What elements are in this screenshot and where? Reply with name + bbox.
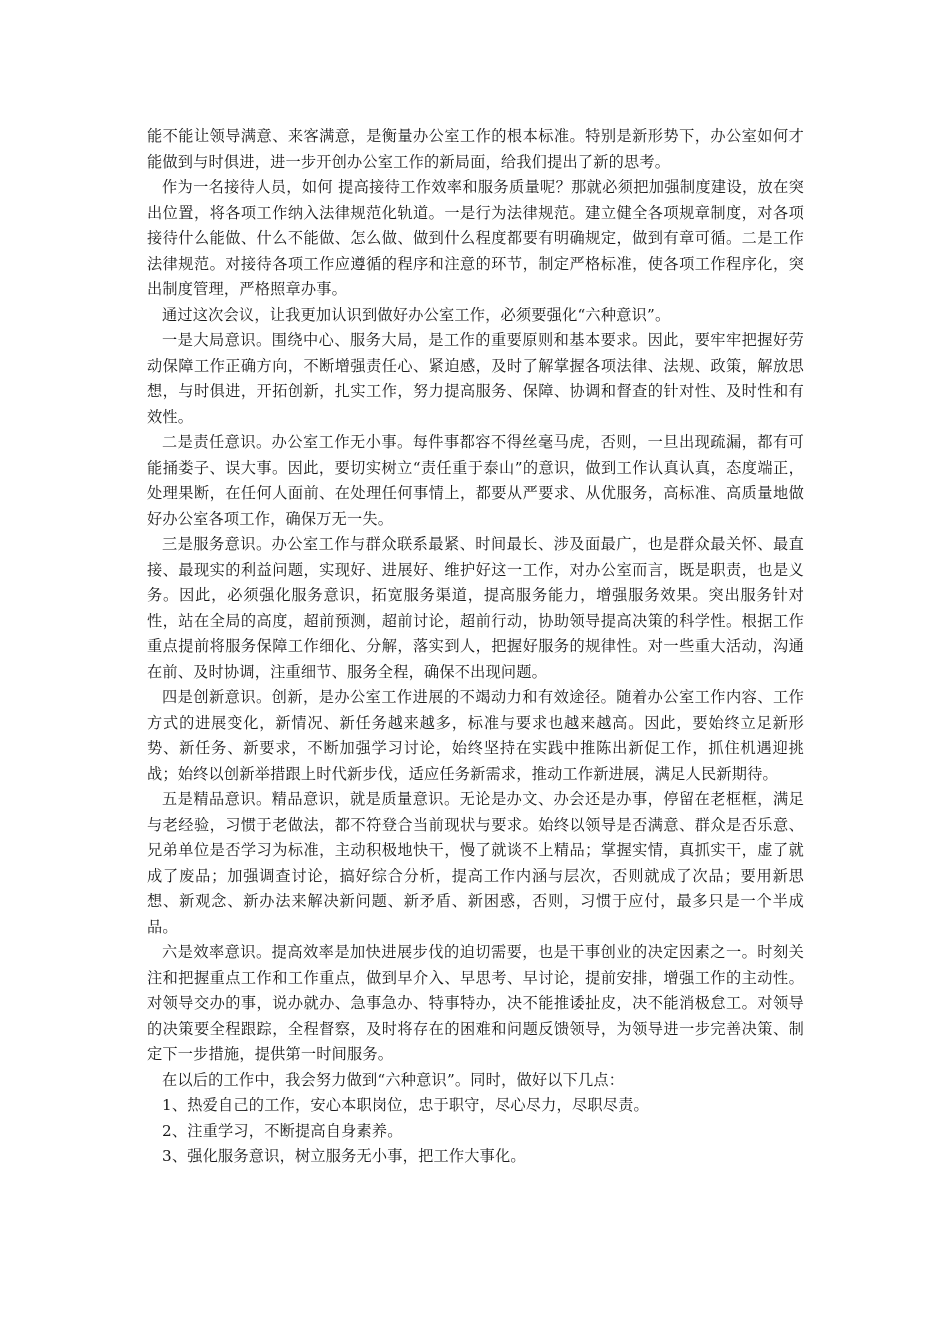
paragraph-overall-awareness: 一是大局意识。围绕中心、服务大局，是工作的重要原则和基本要求。因此，要牢牢把握好劳动保障工作正确方向，不断增强责任心、紧迫感，及时了解掌握各项法律、法规、政策，解放思想，与时俱进，开拓创新，扎实工作，努力提高服务、保障、协调和督查的针对性、及时性和有效性。 [147,331,804,426]
paragraph-efficiency-awareness: 六是效率意识。提高效率是加快进展步伐的迫切需要，也是干事创业的决定因素之一。时刻关注和把握重点工作和工作重点，做到早介入、早思考、早讨论，提前安排，增强工作的主动性。对领导交办的事，说办就办、急事急办、特事特办，决不能推诿扯皮，决不能消极怠工。对领导的决策要全程跟踪，全程督察，及时将存在的困难和问题反馈领导，为领导进一步完善决策、制定下一步措施，提供第一时间服务。 [147,943,804,1063]
document-body [147,124,804,1170]
paragraph-responsibility-awareness: 二是责任意识。办公室工作无小事。每件事都容不得丝毫马虎，否则，一旦出现疏漏，都有可能捅娄子、误大事。因此，要切实树立“责任重于泰山”的意识，做到工作认真认真，态度端正，处理果断，在任何人面前、在处理任何事情上，都要从严要求、从优服务，高标准、高质量地做好办公室各项工作，确保万无一失。 [147,433,804,528]
list-item-3: 3、强化服务意识，树立服务无小事，把工作大事化。 [162,1147,526,1165]
list-item-1: 1、热爱自己的工作，安心本职岗位，忠于职守，尽心尽力，尽职尽责。 [162,1096,649,1114]
paragraph-intro: 能不能让领导满意、来客满意，是衡量办公室工作的根本标准。特别是新形势下，办公室如何才能做到与时俱进，进一步开创办公室工作的新局面，给我们提出了新的思考。 [147,127,804,171]
paragraph-six-awareness: 通过这次会议，让我更加认识到做好办公室工作，必须要强化“六种意识”。 [162,305,671,324]
list-item-2: 2、注重学习，不断提高自身素养。 [162,1121,403,1140]
paragraph-service-awareness: 三是服务意识。办公室工作与群众联系最紧、时间最长、涉及面最广，也是群众最关怀、最直接、最现实的利益问题，实现好、进展好、维护好这一工作，对办公室而言，既是职责，也是义务。因此，必须强化服务意识，拓宽服务渠道，提高服务能力，增强服务效果。突出服务针对性，站在全局的高度，超前预测，超前讨论，超前行动，协助领导提高决策的科学性。根据工作重点提前将服务保障工作细化、分解，落实到人，把握好服务的规律性。对一些重大活动，沟通在前、及时协调，注重细节、服务全程，确保不出现问题。 [147,535,804,681]
paragraph-future-work: 在以后的工作中，我会努力做到“六种意识”。同时，做好以下几点： [162,1070,625,1089]
paragraph-reception: 作为一名接待人员，如何 提高接待工作效率和服务质量呢？那就必须把加强制度建设，放在突出位置，将各项工作纳入法律规范化轨道。一是行为法律规范。建立健全各项规章制度，对各项接待什么能做、什么不能做、怎么做、做到什么程度都要有明确规定，做到有章可循。二是工作法律规范。对接待各项工作应遵循的程序和注意的环节，制定严格标准，使各项工作程序化，突出制度管理，严格照章办事。 [147,178,804,298]
paragraph-innovation-awareness: 四是创新意识。创新，是办公室工作进展的不竭动力和有效途径。随着办公室工作内容、工作方式的进展变化，新情况、新任务越来越多，标准与要求也越来越高。因此，要始终立足新形势、新任务、新要求，不断加强学习讨论，始终坚持在实践中推陈出新促工作，抓住机遇迎挑战；始终以创新举措跟上时代新步伐，适应任务新需求，推动工作新进展，满足人民新期待。 [147,688,804,783]
paragraph-quality-awareness: 五是精品意识。精品意识，就是质量意识。无论是办文、办会还是办事，停留在老框框，满足与老经验，习惯于老做法，都不符登合当前现状与要求。始终以领导是否满意、群众是否乐意、兄弟单位是否学习为标准，主动积极地快干，慢了就谈不上精品；掌握实情，真抓实干，虚了就成了废品；加强调查讨论，搞好综合分析，提高工作内涵与层次，否则就成了次品；要用新思想、新观念、新办法来解决新问题、新矛盾、新困惑，否则，习惯于应付，最多只是一个半成品。 [147,790,804,936]
